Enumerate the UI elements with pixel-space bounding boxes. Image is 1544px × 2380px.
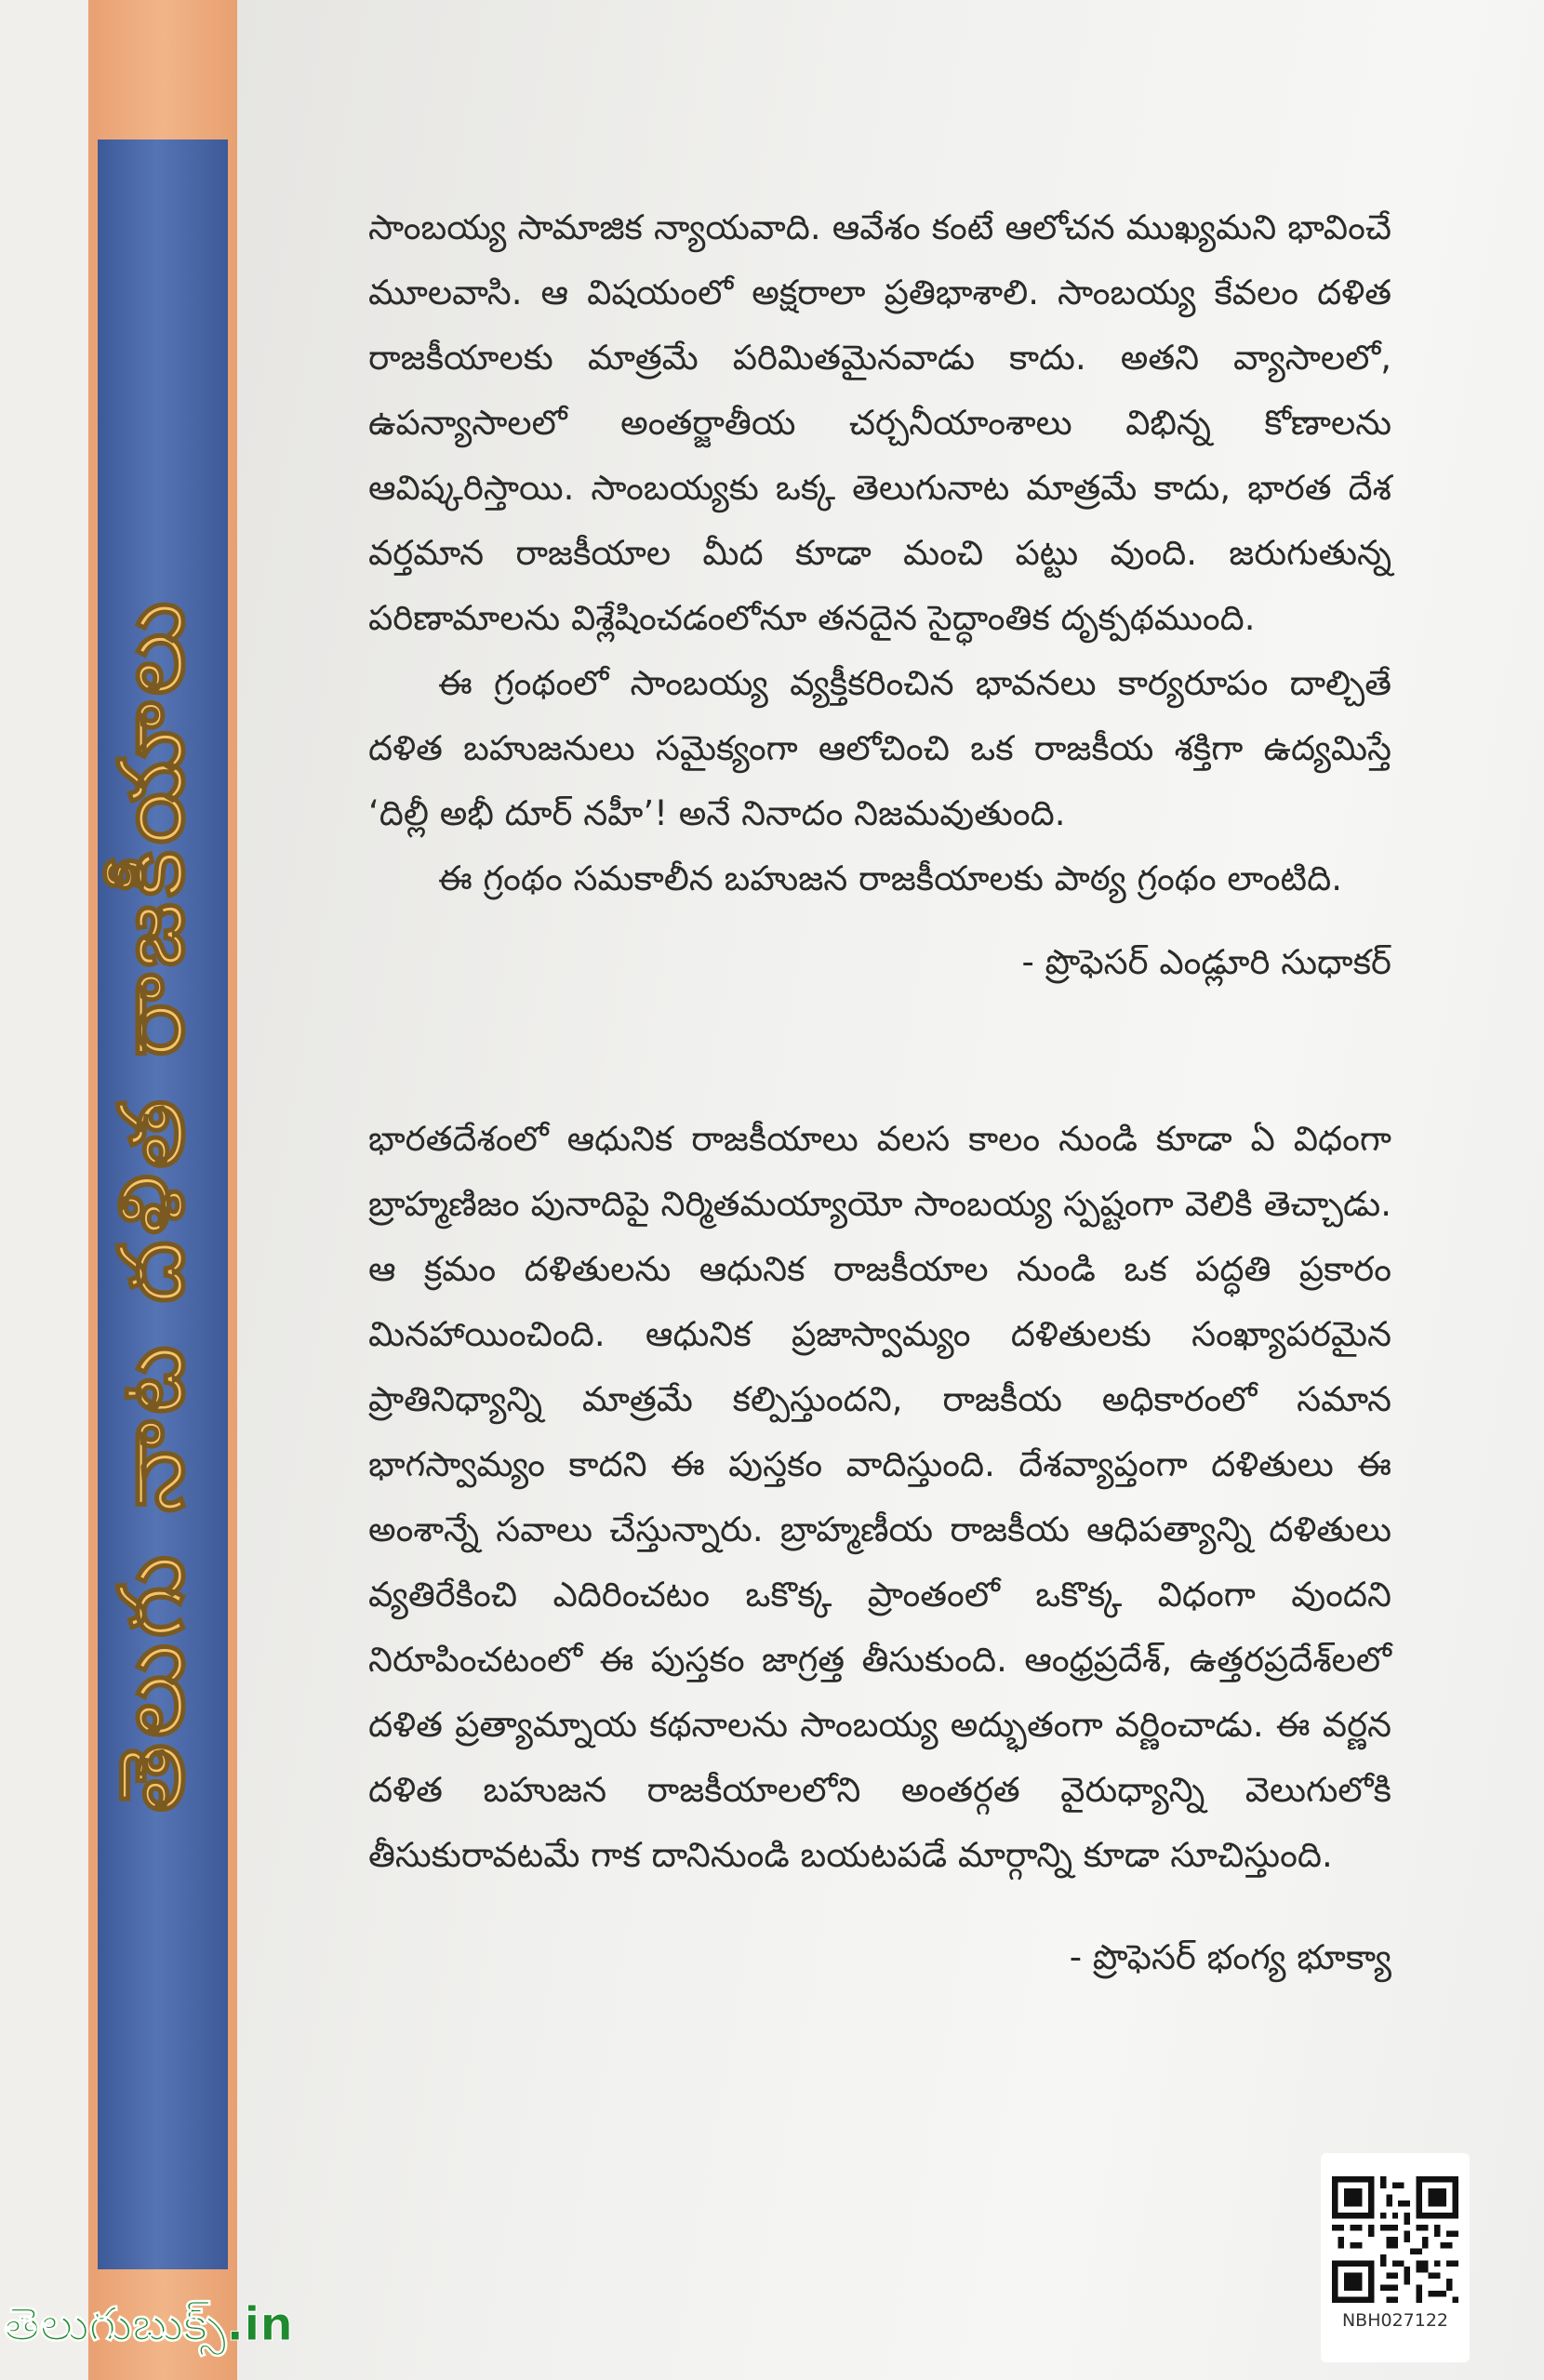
section-gap [368, 995, 1391, 1107]
blurb2-signature: - ప్రొఫెసర్ భంగ్య భూక్యా [1069, 1937, 1391, 1977]
site-watermark: తెలుగుబుక్స్.in [4, 2297, 294, 2351]
blurb2-paragraph-1: భారతదేశంలో ఆధునిక రాజకీయాలు వలస కాలం నుండి కూడా ఏ విధంగా బ్రాహ్మణిజం పునాదిపై నిర్మితమయ్యాయో సాంబయ్య స్పష్టంగా వెలికి తెచ్చాడు. ఆ క్రమం దళితులను ఆధునిక రాజకీయాల నుండి ఒక పద్ధతి ప్రకారం మినహాయించింది. ఆధునిక ప్రజాస్వామ్యం దళితులకు సంఖ్యాపరమైన ప్రాతినిధ్యాన్ని మాత్రమే కల్పిస్తుందని, రాజకీయ అధికారంలో సమాన భాగస్వామ్యం కాదని ఈ పుస్తకం వాదిస్తుంది. దేశవ్యాప్తంగా దళితులు ఈ అంశాన్నే సవాలు చేస్తున్నారు. బ్రాహ్మణీయ రాజకీయ ఆధిపత్యాన్ని దళితులు వ్యతిరేకించి ఎదిరించటం ఒకొక్క ప్రాంతంలో ఒకొక్క విధంగా వుందని నిరూపించటంలో ఈ పుస్తకం జాగ్రత్త తీసుకుంది. ఆంధ్రప్రదేశ్, ఉత్తరప్రదేశ్‌లలో దళిత ప్రత్యామ్నాయ కథనాలను సాంబయ్య అద్భుతంగా వర్ణించాడు. ఈ వర్ణన దళిత బహుజన రాజకీయాలలోని అంతర్గత వైరుధ్యాన్ని వెలుగులోకి తీసుకురావటమే గాక దానినుండి బయటపడే మార్గాన్ని కూడా సూచిస్తుంది. [368, 1119, 1391, 1875]
page-left-margin [0, 0, 88, 2380]
blurb1-paragraph-3: ఈ గ్రంథం సమకాలీన బహుజన రాజకీయాలకు పాఠ్య గ్రంథం లాంటిది. [438, 858, 1342, 898]
qr-code-icon [1332, 2176, 1458, 2303]
blurb1-signature: - ప్రొఫెసర్ ఎండ్లూరి సుధాకర్ [1021, 942, 1391, 982]
blurb1-paragraph-2: ఈ గ్రంథంలో సాంబయ్య వ్యక్తీకరించిన భావనలు కార్యరూపం దాల్చితే దళిత బహుజనులు సమైక్యంగా ఆలోచించి ఒక రాజకీయ శక్తిగా ఉద్యమిస్తే ‘దిల్లీ అభీ దూర్ నహీ’! అనే నినాదం నిజమవుతుంది. [368, 663, 1391, 833]
qr-code-id: NBH027122 [1341, 2310, 1449, 2331]
spine-title: తెలుగు నాట దళిత రాజకీయాలు [100, 595, 204, 1814]
back-cover-text [368, 195, 1391, 1990]
blurb1-paragraph-1: సాంబయ్య సామాజిక న్యాయవాది. ఆవేశం కంటే ఆలోచన ముఖ్యమని భావించే మూలవాసి. ఆ విషయంలో అక్షరాలా ప్రతిభాశాలి. సాంబయ్య కేవలం దళిత రాజకీయాలకు మాత్రమే పరిమితమైనవాడు కాదు. అతని వ్యాసాలలో, ఉపన్యాసాలలో అంతర్జాతీయ చర్చనీయాంశాలు విభిన్న కోణాలను ఆవిష్కరిస్తాయి. సాంబయ్యకు ఒక్క తెలుగునాట మాత్రమే కాదు, భారత దేశ వర్తమాన రాజకీయాల మీద కూడా మంచి పట్టు వుంది. జరుగుతున్న పరిణామాలను విశ్లేషించడంలోనూ తనదైన సైద్ధాంతిక దృక్పథముంది. [368, 207, 1391, 638]
